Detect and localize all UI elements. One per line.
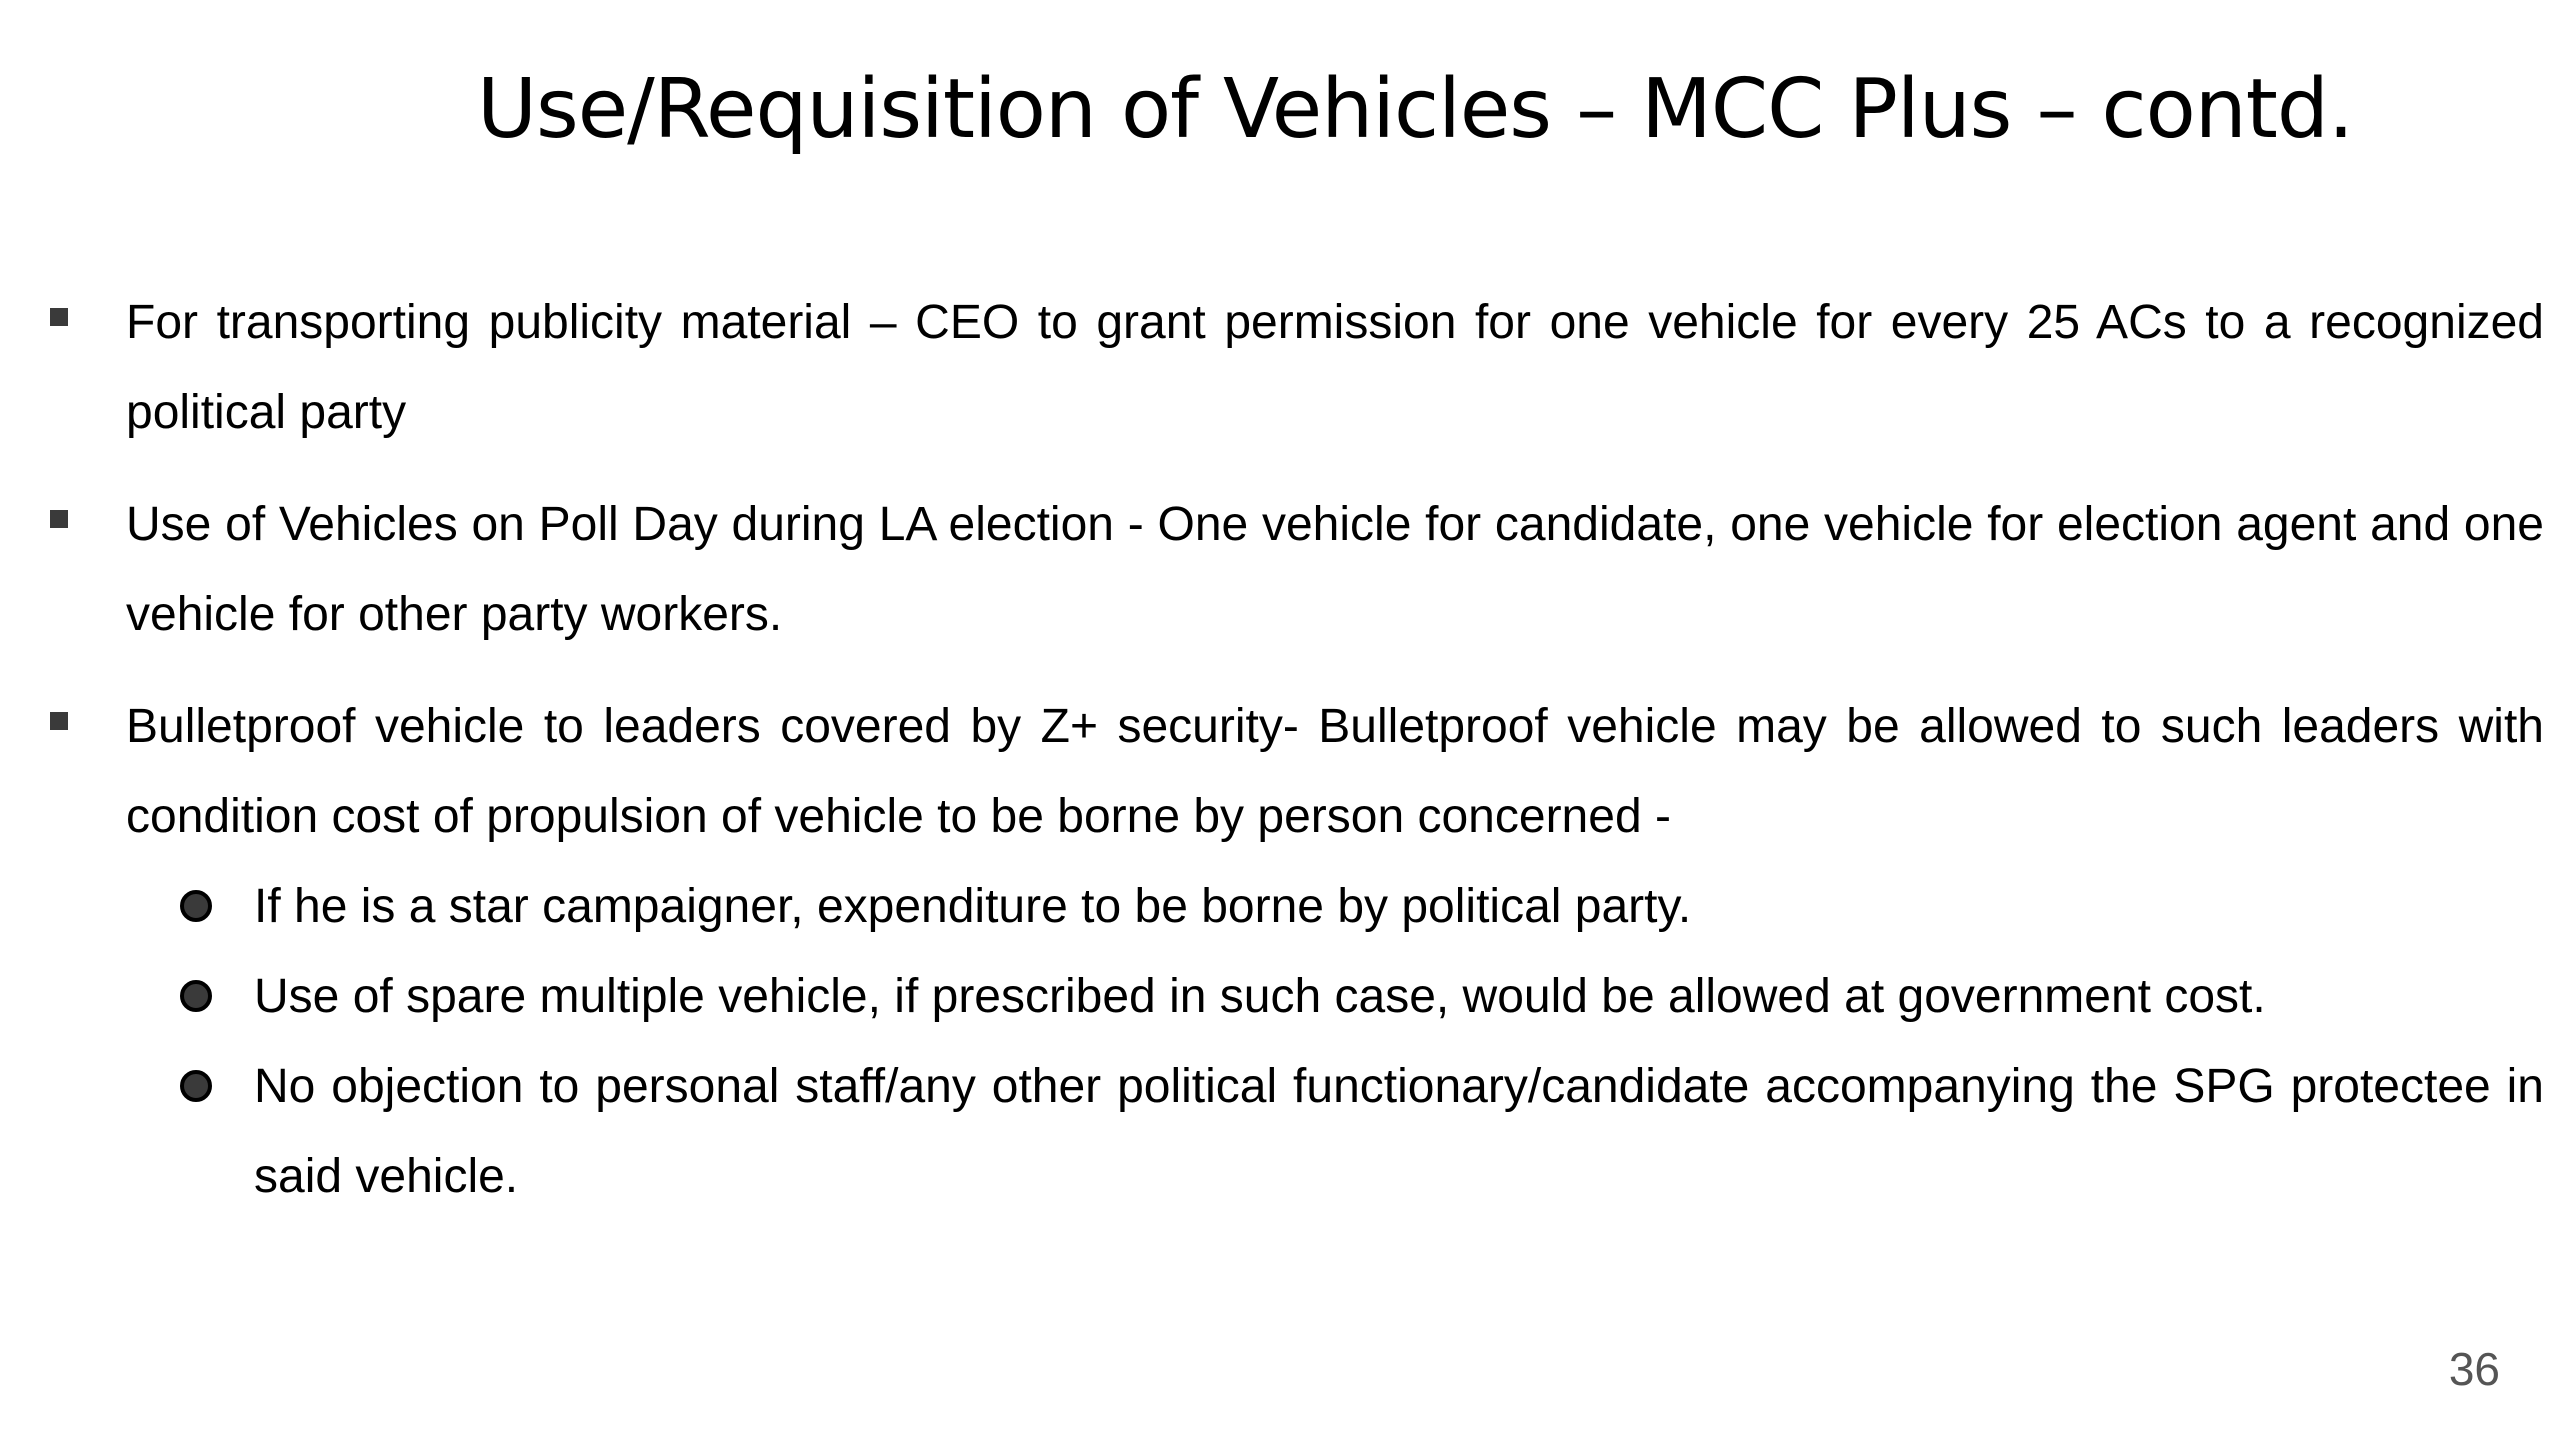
sub-bullet-item xyxy=(0,952,2560,1042)
sub-bullet-text: No objection to personal staff/any other political functionary/candidate accompanying the SPG protectee in said vehicle. xyxy=(254,1060,2544,1203)
bullet-text: For transporting publicity material – CEO to grant permission for one vehicle for every 25 ACs to a recognized political party xyxy=(126,296,2544,439)
sub-bullet-text: Use of spare multiple vehicle, if prescribed in such case, would be allowed at government cost. xyxy=(254,970,2266,1023)
bullet-text: Bulletproof vehicle to leaders covered by Z+ security- Bulletproof vehicle may be allowed to such leaders with condition cost of propulsion of vehicle to be borne by person concerned - xyxy=(126,700,2544,843)
hollow-circle-bullet-icon xyxy=(180,980,212,1012)
sub-bullet-text: If he is a star campaigner, expenditure to be borne by political party. xyxy=(254,880,1692,933)
hollow-circle-bullet-icon xyxy=(180,1070,212,1102)
sub-bullet-item xyxy=(0,1042,2560,1222)
hollow-circle-bullet-icon xyxy=(180,890,212,922)
bullet-item xyxy=(0,278,2560,458)
slide-content xyxy=(0,278,2560,1222)
bullet-text: Use of Vehicles on Poll Day during LA election - One vehicle for candidate, one vehicle for election agent and one vehicle for other party workers. xyxy=(126,498,2544,641)
square-bullet-icon xyxy=(50,712,68,730)
bullet-item xyxy=(0,682,2560,1222)
slide-title: Use/Requisition of Vehicles – MCC Plus – contd. xyxy=(476,62,2354,157)
square-bullet-icon xyxy=(50,308,68,326)
bullet-item xyxy=(0,480,2560,660)
square-bullet-icon xyxy=(50,510,68,528)
sub-bullet-item xyxy=(0,862,2560,952)
page-number: 36 xyxy=(2448,1343,2500,1395)
